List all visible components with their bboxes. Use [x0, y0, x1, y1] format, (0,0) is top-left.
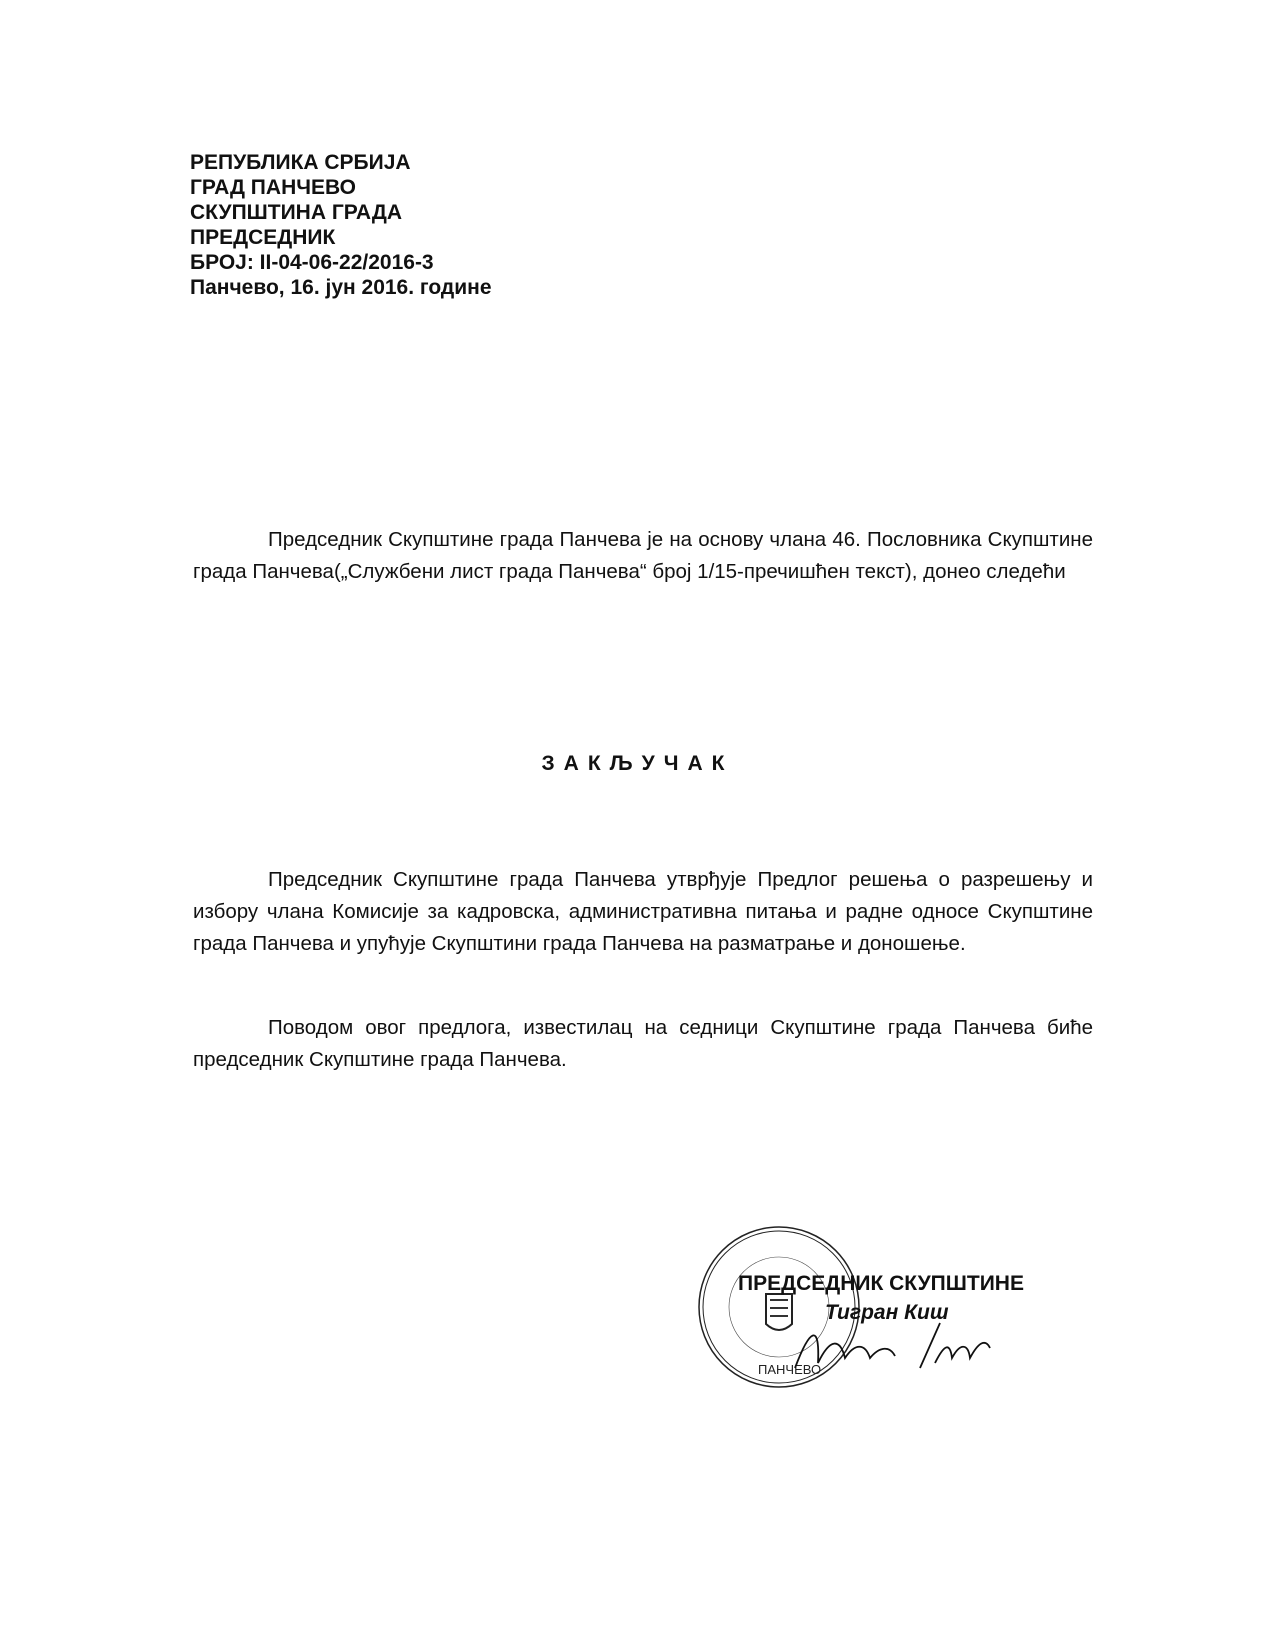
header-office: ПРЕДСЕДНИК [190, 226, 336, 249]
header-date: Панчево, 16. јун 2016. године [190, 276, 492, 299]
header-country: РЕПУБЛИКА СРБИЈА [190, 151, 411, 174]
header-assembly: СКУПШТИНА ГРАДА [190, 201, 402, 224]
intro-paragraph: Председник Скупштине града Панчева је на основу члана 46. Пословника Скупштине града Панчева(„Службени лист града Панчева“ број 1/15-пречишћен текст), донео следећи [193, 528, 1093, 583]
document-header [190, 150, 492, 300]
svg-text:ПАНЧЕВО: ПАНЧЕВО [758, 1362, 822, 1377]
document-title: ЗАКЉУЧАК [541, 752, 734, 775]
header-city: ГРАД ПАНЧЕВО [190, 176, 356, 199]
handwritten-signature [790, 1318, 1000, 1378]
signature-title: ПРЕДСЕДНИК СКУПШТИНЕ [738, 1272, 1024, 1295]
body-paragraph: Поводом овог предлога, известилац на седници Скупштине града Панчева биће председник Скупштине града Панчева. [193, 1016, 1093, 1071]
header-number: БРОЈ: II-04-06-22/2016-3 [190, 251, 434, 274]
body-paragraph: Председник Скупштине града Панчева утврђује Предлог решења о разрешењу и избору члана Комисије за кадровска, административна питања и радне односе Скупштине града Панчева и упућује Скупштини града Панчева на разматрање и доношење. [193, 868, 1093, 955]
signatory-name: Тигран Киш [825, 1301, 949, 1324]
